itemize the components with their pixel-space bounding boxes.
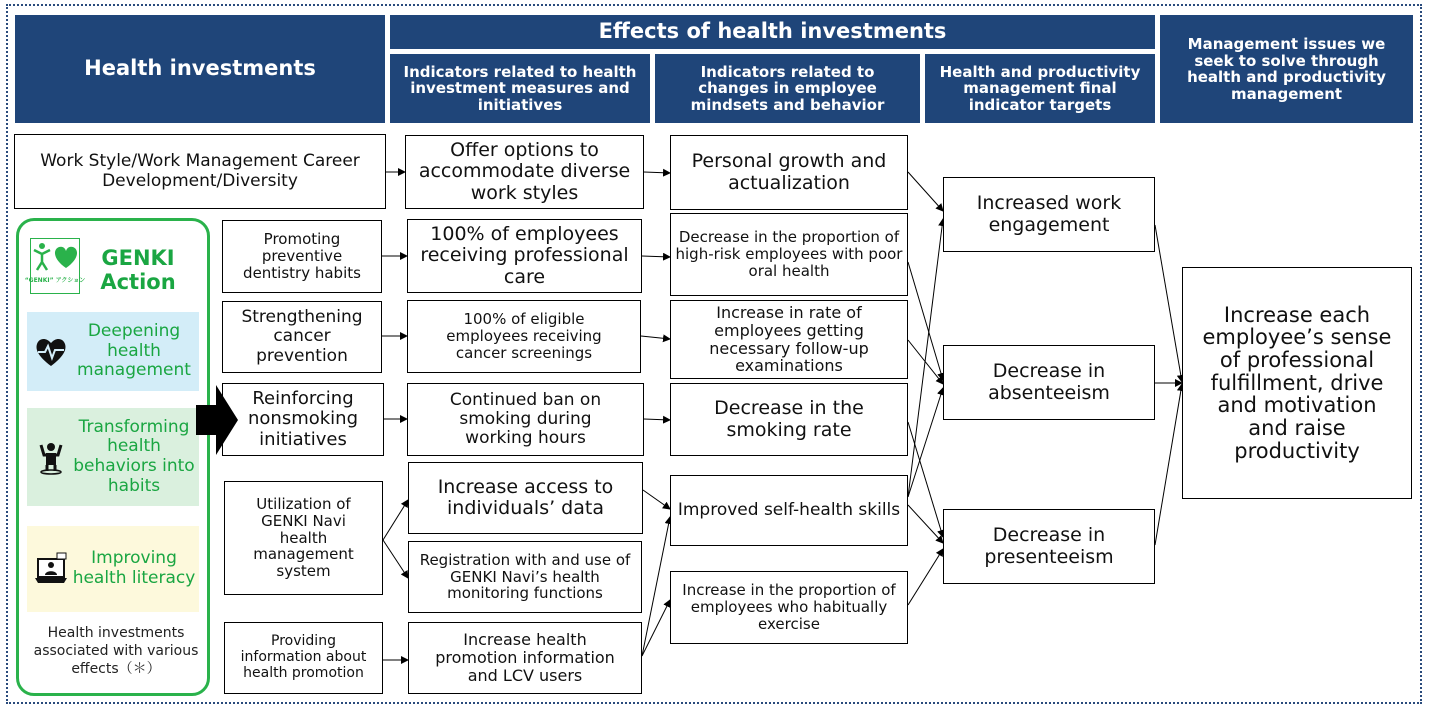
- measure-lcv-users: Increase health promotion information and LCV users: [408, 622, 642, 694]
- investment-nonsmoking: Reinforcing nonsmoking initiatives: [222, 383, 384, 456]
- header-indicators-measures: Indicators related to health investment measures and initiatives: [390, 54, 650, 123]
- genki-literacy: [27, 526, 199, 612]
- header-health-investments: Health investments: [15, 15, 385, 123]
- mindset-growth: Personal growth and actualization: [670, 135, 908, 210]
- measure-smoking-ban: Continued ban on smoking during working hours: [407, 383, 644, 456]
- mindset-exercise: Increase in the proportion of employees who habitually exercise: [670, 571, 908, 644]
- genki-deepening: [27, 312, 199, 391]
- header-final-indicators: Health and productivity management final indicator targets: [925, 54, 1155, 123]
- genki-transforming-label: Transforming health behaviors into habits: [73, 416, 195, 496]
- goal-productivity: Increase each employee’s sense of professional fulfillment, drive and motivation and raise productivity: [1182, 267, 1412, 499]
- measure-dental-care: 100% of employees receiving professional care: [407, 219, 642, 293]
- genki-transforming: [27, 408, 199, 506]
- genki-literacy-label: Improving health literacy: [72, 548, 196, 588]
- mindset-oral-risk: Decrease in the proportion of high-risk employees with poor oral health: [670, 213, 908, 296]
- measure-navi-registration: Registration with and use of GENKI Navi’s health monitoring functions: [408, 541, 642, 613]
- mindset-followup: Increase in rate of employees getting necessary follow-up examinations: [670, 300, 908, 379]
- heart-pulse-icon: [33, 334, 69, 370]
- genki-logo-icon: [24, 238, 86, 294]
- genki-action-title: GENKI Action: [100, 246, 176, 295]
- header-effects: Effects of health investments: [390, 15, 1155, 49]
- investment-work-style: Work Style/Work Management Career Development/Diversity: [14, 134, 386, 209]
- measure-cancer-screen: 100% of eligible employees receiving cancer screenings: [407, 300, 641, 373]
- header-indicators-mindsets: Indicators related to changes in employee mindsets and behavior: [655, 54, 920, 123]
- final-presenteeism: Decrease in presenteeism: [943, 509, 1155, 584]
- investment-cancer: Strengthening cancer prevention: [222, 301, 382, 373]
- genki-footnote: Health investments associated with various effects（＊）: [33, 625, 199, 678]
- measure-work-options: Offer options to accommodate diverse work styles: [405, 135, 644, 209]
- laptop-doctor-icon: [33, 551, 69, 587]
- flow-arrow-icon: [196, 385, 240, 455]
- header-management-issues: Management issues we seek to solve through health and productivity management: [1160, 15, 1413, 123]
- final-engagement: Increased work engagement: [943, 177, 1155, 252]
- investment-dentistry: Promoting preventive dentistry habits: [222, 220, 382, 293]
- person-strength-icon: [33, 439, 69, 475]
- genki-logo-caption: “GENKI” アクション: [24, 277, 86, 284]
- investment-health-info: Providing information about health promotion: [224, 622, 383, 694]
- mindset-smoking-rate: Decrease in the smoking rate: [670, 383, 908, 456]
- investment-genki-navi: Utilization of GENKI Navi health management system: [224, 481, 383, 595]
- genki-deepening-label: Deepening health management: [77, 321, 191, 381]
- mindset-self-health: Improved self-health skills: [670, 475, 908, 546]
- measure-data-access: Increase access to individuals’ data: [408, 462, 643, 534]
- final-absenteeism: Decrease in absenteeism: [943, 345, 1155, 420]
